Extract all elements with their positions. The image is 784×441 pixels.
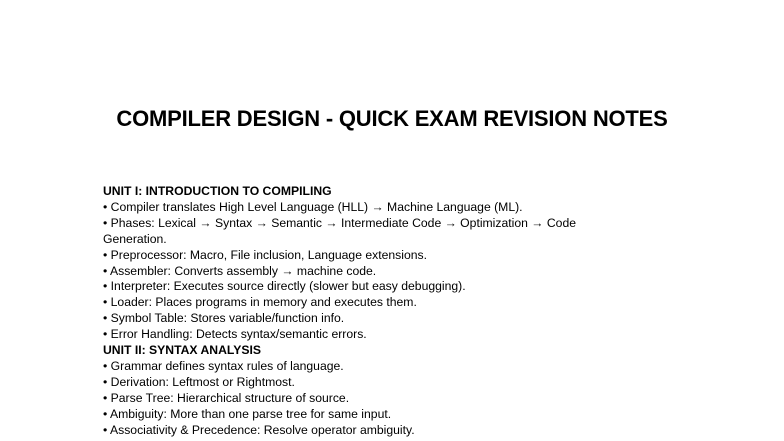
document-title: COMPILER DESIGN - QUICK EXAM REVISION NOTES [116, 106, 668, 131]
unit-1-item: • Loader: Places programs in memory and executes them. [103, 295, 417, 310]
document-body [103, 184, 643, 439]
unit-1-item: • Preprocessor: Macro, File inclusion, Language extensions. [103, 247, 428, 262]
unit-2-item: • Ambiguity: More than one parse tree for same input. [103, 406, 392, 421]
unit-1-item: • Error Handling: Detects syntax/semantic errors. [103, 327, 367, 342]
unit-1-item: • Interpreter: Executes source directly (slower but easy debugging). [103, 279, 466, 294]
unit-1-item: • Phases: Lexical → Syntax → Semantic → Intermediate Code → Optimization → Code Generation. [103, 215, 577, 246]
unit-2-item: • Derivation: Leftmost or Rightmost. [103, 374, 295, 389]
unit-2-heading: UNIT II: SYNTAX ANALYSIS [103, 343, 262, 358]
unit-1-heading: UNIT I: INTRODUCTION TO COMPILING [103, 184, 332, 198]
unit-1-item: • Assembler: Converts assembly → machine code. [103, 263, 377, 278]
unit-2-item: • Associativity & Precedence: Resolve operator ambiguity. [103, 422, 415, 437]
unit-1-item: • Compiler translates High Level Language (HLL) → Machine Language (ML). [103, 199, 523, 214]
unit-1-item: • Symbol Table: Stores variable/function info. [103, 311, 345, 326]
unit-2-item: • Parse Tree: Hierarchical structure of source. [103, 390, 350, 405]
unit-2-item: • Grammar defines syntax rules of language. [103, 358, 344, 373]
